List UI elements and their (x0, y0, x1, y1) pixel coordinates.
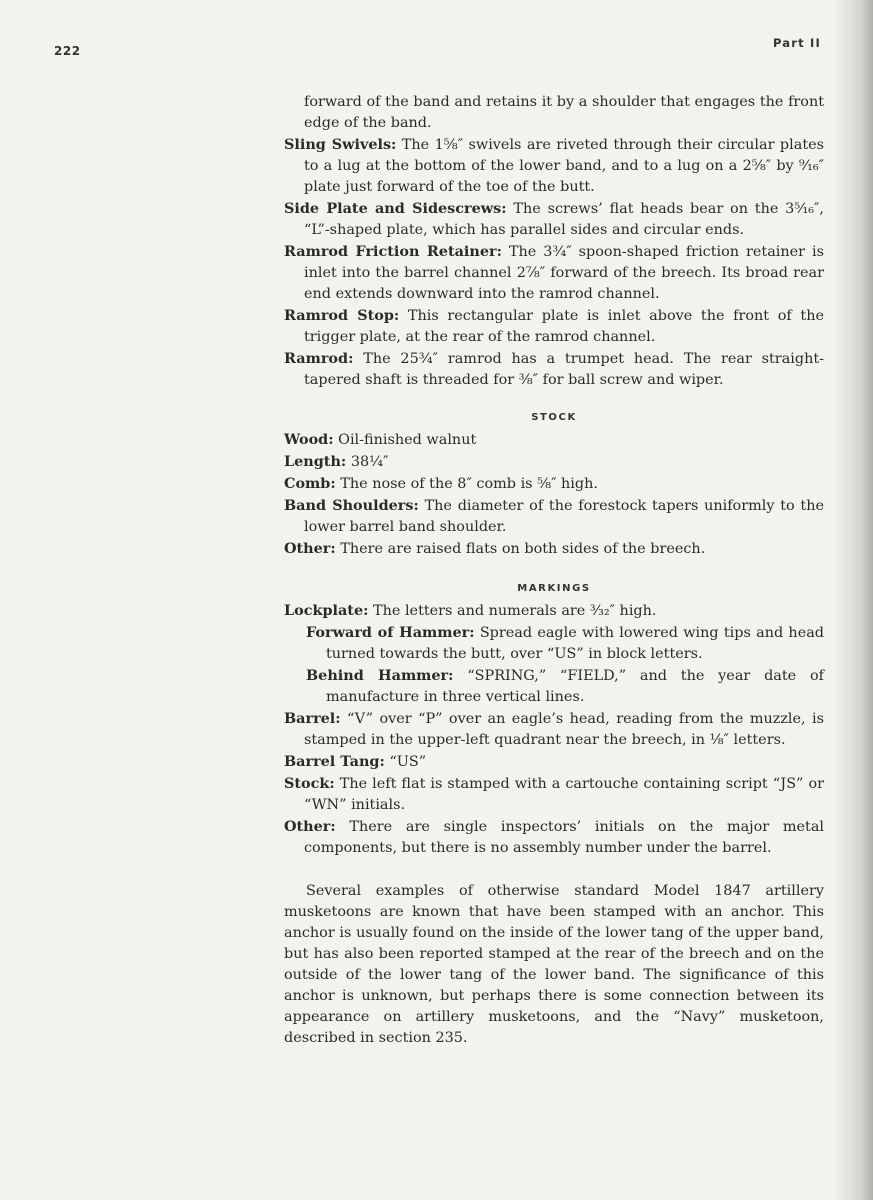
entry-text: There are raised flats on both sides of the breech. (340, 541, 706, 557)
binding-shadow (833, 0, 873, 1200)
entry-text: The 1⁵⁄₈″ swivels are riveted through their circular plates to a lug at the bottom of the lower band, and to a lug on a 2⁵⁄₈″ by ⁹⁄₁₆″ plate just forward of the toe of the butt. (304, 137, 825, 195)
entry-text: The 3³⁄₄″ spoon-shaped friction retainer is inlet into the barrel channel 2⁷⁄₈″ forward of the breech. Its broad rear end extends downward into the ramrod channel. (304, 244, 824, 302)
entry-behind-hammer (284, 665, 824, 708)
entry-text: Oil-finished walnut (338, 432, 477, 448)
entry-text: The 25³⁄₄″ ramrod has a trumpet head. The rear straight-tapered shaft is threaded for ³⁄₈″ for ball screw and wiper. (304, 351, 824, 388)
entry-label: Lockplate: (284, 602, 369, 619)
entry-text: “V” over “P” over an eagle’s head, reading from the muzzle, is stamped in the upper-left quadrant near the breech, in ¹⁄₈″ letters. (304, 711, 825, 748)
entry-text: “SPRING,” “FIELD,” and the year date of manufacture in three vertical lines. (326, 668, 824, 705)
entry-label: Side Plate and Sidescrews: (284, 200, 507, 217)
entry-wood (284, 429, 824, 451)
entry-text: “US” (389, 754, 427, 770)
continued-entry (284, 92, 824, 134)
entry-label: Forward of Hammer: (306, 624, 475, 641)
entry-label: Other: (284, 818, 336, 835)
entry-band-shoulders (284, 495, 824, 538)
entry-text: The screws’ flat heads bear on the 3⁵⁄₁₆″, “L”-shaped plate, which has parallel sides and circular ends. (304, 201, 824, 238)
entry-ramrod-friction-retainer (284, 241, 824, 305)
section-heading-markings: MARKINGS (517, 583, 591, 594)
entry-label: Length: (284, 453, 347, 470)
closing-paragraph: Several examples of otherwise standard Model 1847 artillery musketoons are known that have been stamped with an anchor. This anchor is usually found on the inside of the lower tang of the upper band, but has also been reported stamped at the rear of the breech and on the outside of the lower tang of the lower band. The significance of this anchor is unknown, but perhaps there is some connection between its appearance on artillery musketoons, and the “Navy” musketoon, described in section 235. (284, 883, 824, 1046)
running-head: Part II (772, 36, 821, 50)
entry-comb (284, 473, 824, 495)
entry-text: forward of the band and retains it by a shoulder that engages the front edge of the band. (304, 94, 824, 131)
entry-text: The left flat is stamped with a cartouche containing script “JS” or “WN” initials. (304, 776, 824, 813)
entry-side-plate (284, 198, 824, 241)
entry-label: Band Shoulders: (284, 497, 419, 514)
entry-stock-marking (284, 773, 824, 816)
entry-forward-of-hammer (284, 622, 824, 665)
entry-label: Behind Hammer: (306, 667, 454, 684)
entry-label: Barrel: (284, 710, 341, 727)
entry-text: This rectangular plate is inlet above the front of the trigger plate, at the rear of the ramrod channel. (304, 308, 824, 345)
entry-text: The nose of the 8″ comb is ⁵⁄₈″ high. (340, 476, 598, 492)
entry-label: Ramrod Stop: (284, 307, 400, 324)
entry-ramrod (284, 348, 824, 391)
entry-label: Barrel Tang: (284, 753, 385, 770)
entry-label: Stock: (284, 775, 335, 792)
entry-text: The diameter of the forestock tapers uniformly to the lower barrel band shoulder. (304, 498, 824, 535)
entry-label: Ramrod Friction Retainer: (284, 243, 502, 260)
entry-lockplate (284, 600, 824, 622)
section-heading-stock: STOCK (531, 412, 577, 423)
entry-text: There are single inspectors’ initials on the major metal components, but there is no assembly number under the barrel. (304, 819, 825, 856)
page-number: 222 (54, 44, 81, 58)
entry-stock-other (284, 538, 824, 560)
entry-barrel-tang (284, 751, 824, 773)
entry-label: Other: (284, 540, 336, 557)
entry-label: Wood: (284, 431, 334, 448)
entry-barrel (284, 708, 824, 751)
entry-text: The letters and numerals are ³⁄₃₂″ high. (373, 603, 657, 619)
entry-label: Sling Swivels: (284, 136, 397, 153)
entry-markings-other (284, 816, 824, 859)
entry-length (284, 451, 824, 473)
entry-ramrod-stop (284, 305, 824, 348)
entry-sling-swivels (284, 134, 824, 198)
page-body (284, 92, 824, 1049)
entry-label: Ramrod: (284, 350, 354, 367)
entry-text: Spread eagle with lowered wing tips and head turned towards the butt, over “US” in block letters. (326, 625, 824, 662)
entry-label: Comb: (284, 475, 336, 492)
entry-text: 38¹⁄₄″ (350, 454, 389, 470)
